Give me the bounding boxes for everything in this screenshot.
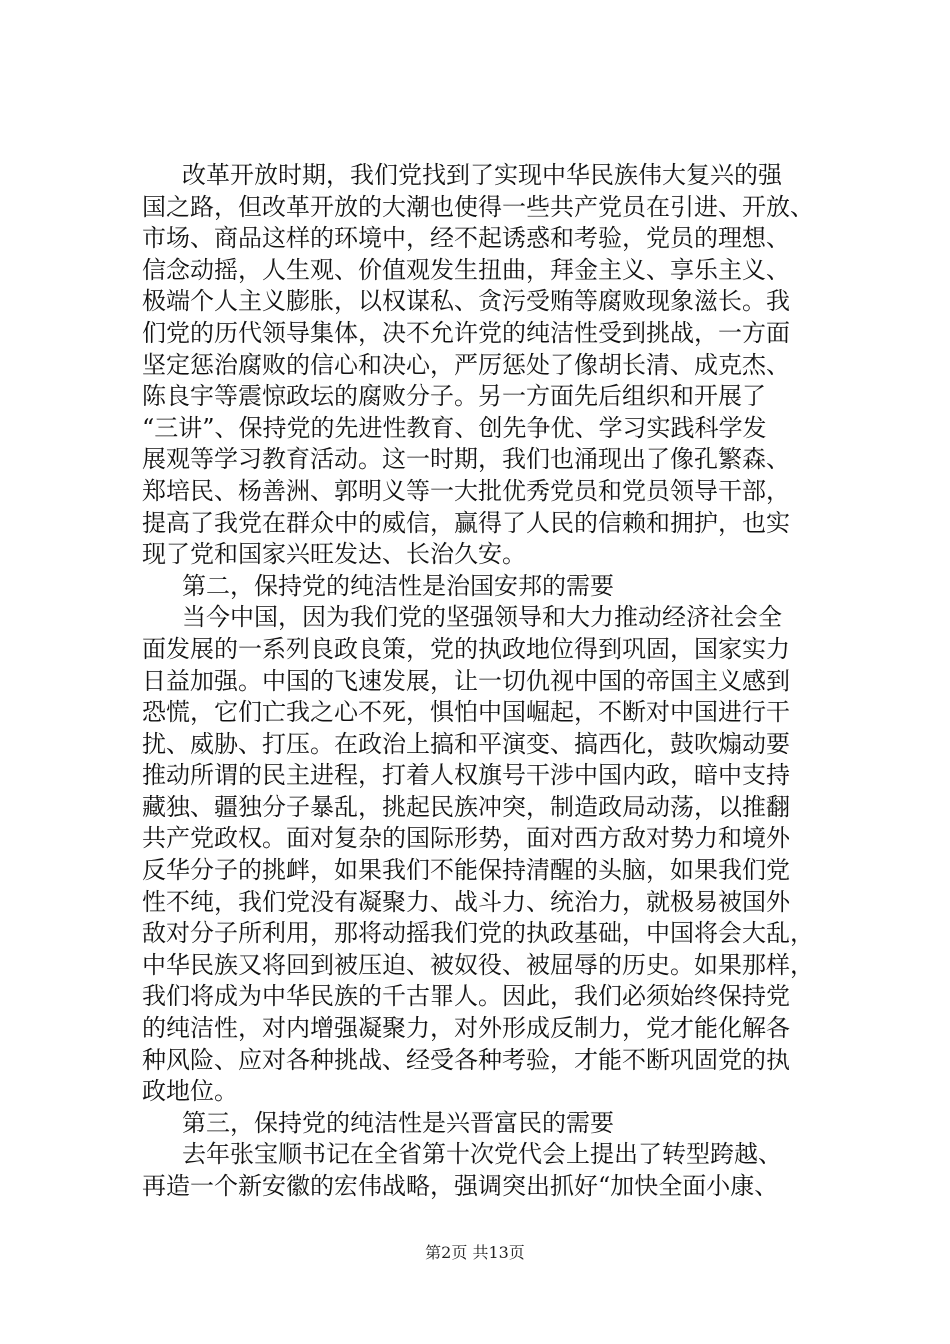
paragraph-line: 极端个人主义膨胀，以权谋私、贪污受贿等腐败现象滋长。我 <box>142 287 790 316</box>
paragraph-line: 我们将成为中华民族的千古罪人。因此，我们必须始终保持党 <box>142 982 790 1011</box>
paragraph-line: 郑培民、杨善洲、郭明义等一大批优秀党员和党员领导干部， <box>142 476 790 505</box>
paragraph-line: 展观等学习教育活动。这一时期，我们也涌现出了像孔繁森、 <box>142 445 790 474</box>
paragraph-line: 陈良宇等震惊政坛的腐败分子。另一方面先后组织和开展了 <box>142 382 766 411</box>
body-text <box>142 160 842 1203</box>
paragraph-line: 市场、商品这样的环境中，经不起诱惑和考验，党员的理想、 <box>142 224 790 253</box>
paragraph-line: “三讲”、保持党的先进性教育、创先争优、学习实践科学发 <box>142 413 767 442</box>
paragraph-line: 敌对分子所利用，那将动摇我们党的执政基础，中国将会大乱， <box>142 919 814 948</box>
paragraph-line: 国之路，但改革开放的大潮也使得一些共产党员在引进、开放、 <box>142 192 814 221</box>
paragraph-line: 当今中国，因为我们党的坚强领导和大力推动经济社会全 <box>182 603 782 632</box>
paragraph-line: 现了党和国家兴旺发达、长治久安。 <box>142 540 526 569</box>
paragraph-line: 中华民族又将回到被压迫、被奴役、被屈辱的历史。如果那样， <box>142 950 814 979</box>
paragraph-line: 们党的历代领导集体，决不允许党的纯洁性受到挑战，一方面 <box>142 318 790 347</box>
paragraph-line: 反华分子的挑衅，如果我们不能保持清醒的头脑，如果我们党 <box>142 856 790 885</box>
paragraph-line: 的纯洁性，对内增强凝聚力，对外形成反制力，党才能化解各 <box>142 1014 790 1043</box>
paragraph-line: 种风险、应对各种挑战、经受各种考验，才能不断巩固党的执 <box>142 1045 790 1074</box>
paragraph-line: 共产党政权。面对复杂的国际形势，面对西方敌对势力和境外 <box>142 824 790 853</box>
paragraph-line: 日益加强。中国的飞速发展，让一切仇视中国的帝国主义感到 <box>142 666 790 695</box>
paragraph-line: 恐慌，它们亡我之心不死，惧怕中国崛起，不断对中国进行干 <box>142 698 790 727</box>
paragraph-line: 信念动摇，人生观、价值观发生扭曲，拜金主义、享乐主义、 <box>142 255 790 284</box>
paragraph-line: 性不纯，我们党没有凝聚力、战斗力、统治力，就极易被国外 <box>142 887 790 916</box>
paragraph-line: 面发展的一系列良政良策，党的执政地位得到巩固，国家实力 <box>142 634 790 663</box>
paragraph-line: 藏独、疆独分子暴乱，挑起民族冲突，制造政局动荡，以推翻 <box>142 792 790 821</box>
paragraph-line: 提高了我党在群众中的威信，赢得了人民的信赖和拥护，也实 <box>142 508 790 537</box>
paragraph-line: 改革开放时期，我们党找到了实现中华民族伟大复兴的强 <box>182 161 782 189</box>
paragraph-line: 去年张宝顺书记在全省第十次党代会上提出了转型跨越、 <box>182 1140 782 1169</box>
paragraph-line: 政地位。 <box>142 1077 238 1106</box>
paragraph-line: 再造一个新安徽的宏伟战略，强调突出抓好“加快全面小康、 <box>142 1172 779 1200</box>
section-heading: 第三，保持党的纯洁性是兴晋富民的需要 <box>182 1108 614 1137</box>
section-heading: 第二，保持党的纯洁性是治国安邦的需要 <box>182 571 614 600</box>
paragraph-line: 坚定惩治腐败的信心和决心，严厉惩处了像胡长清、成克杰、 <box>142 350 790 379</box>
page-number-footer: 第2页 共13页 <box>425 1243 525 1262</box>
paragraph-line: 推动所谓的民主进程，打着人权旗号干涉中国内政，暗中支持 <box>142 761 790 790</box>
paragraph-line: 扰、威胁、打压。在政治上搞和平演变、搞西化，鼓吹煽动要 <box>142 729 790 758</box>
